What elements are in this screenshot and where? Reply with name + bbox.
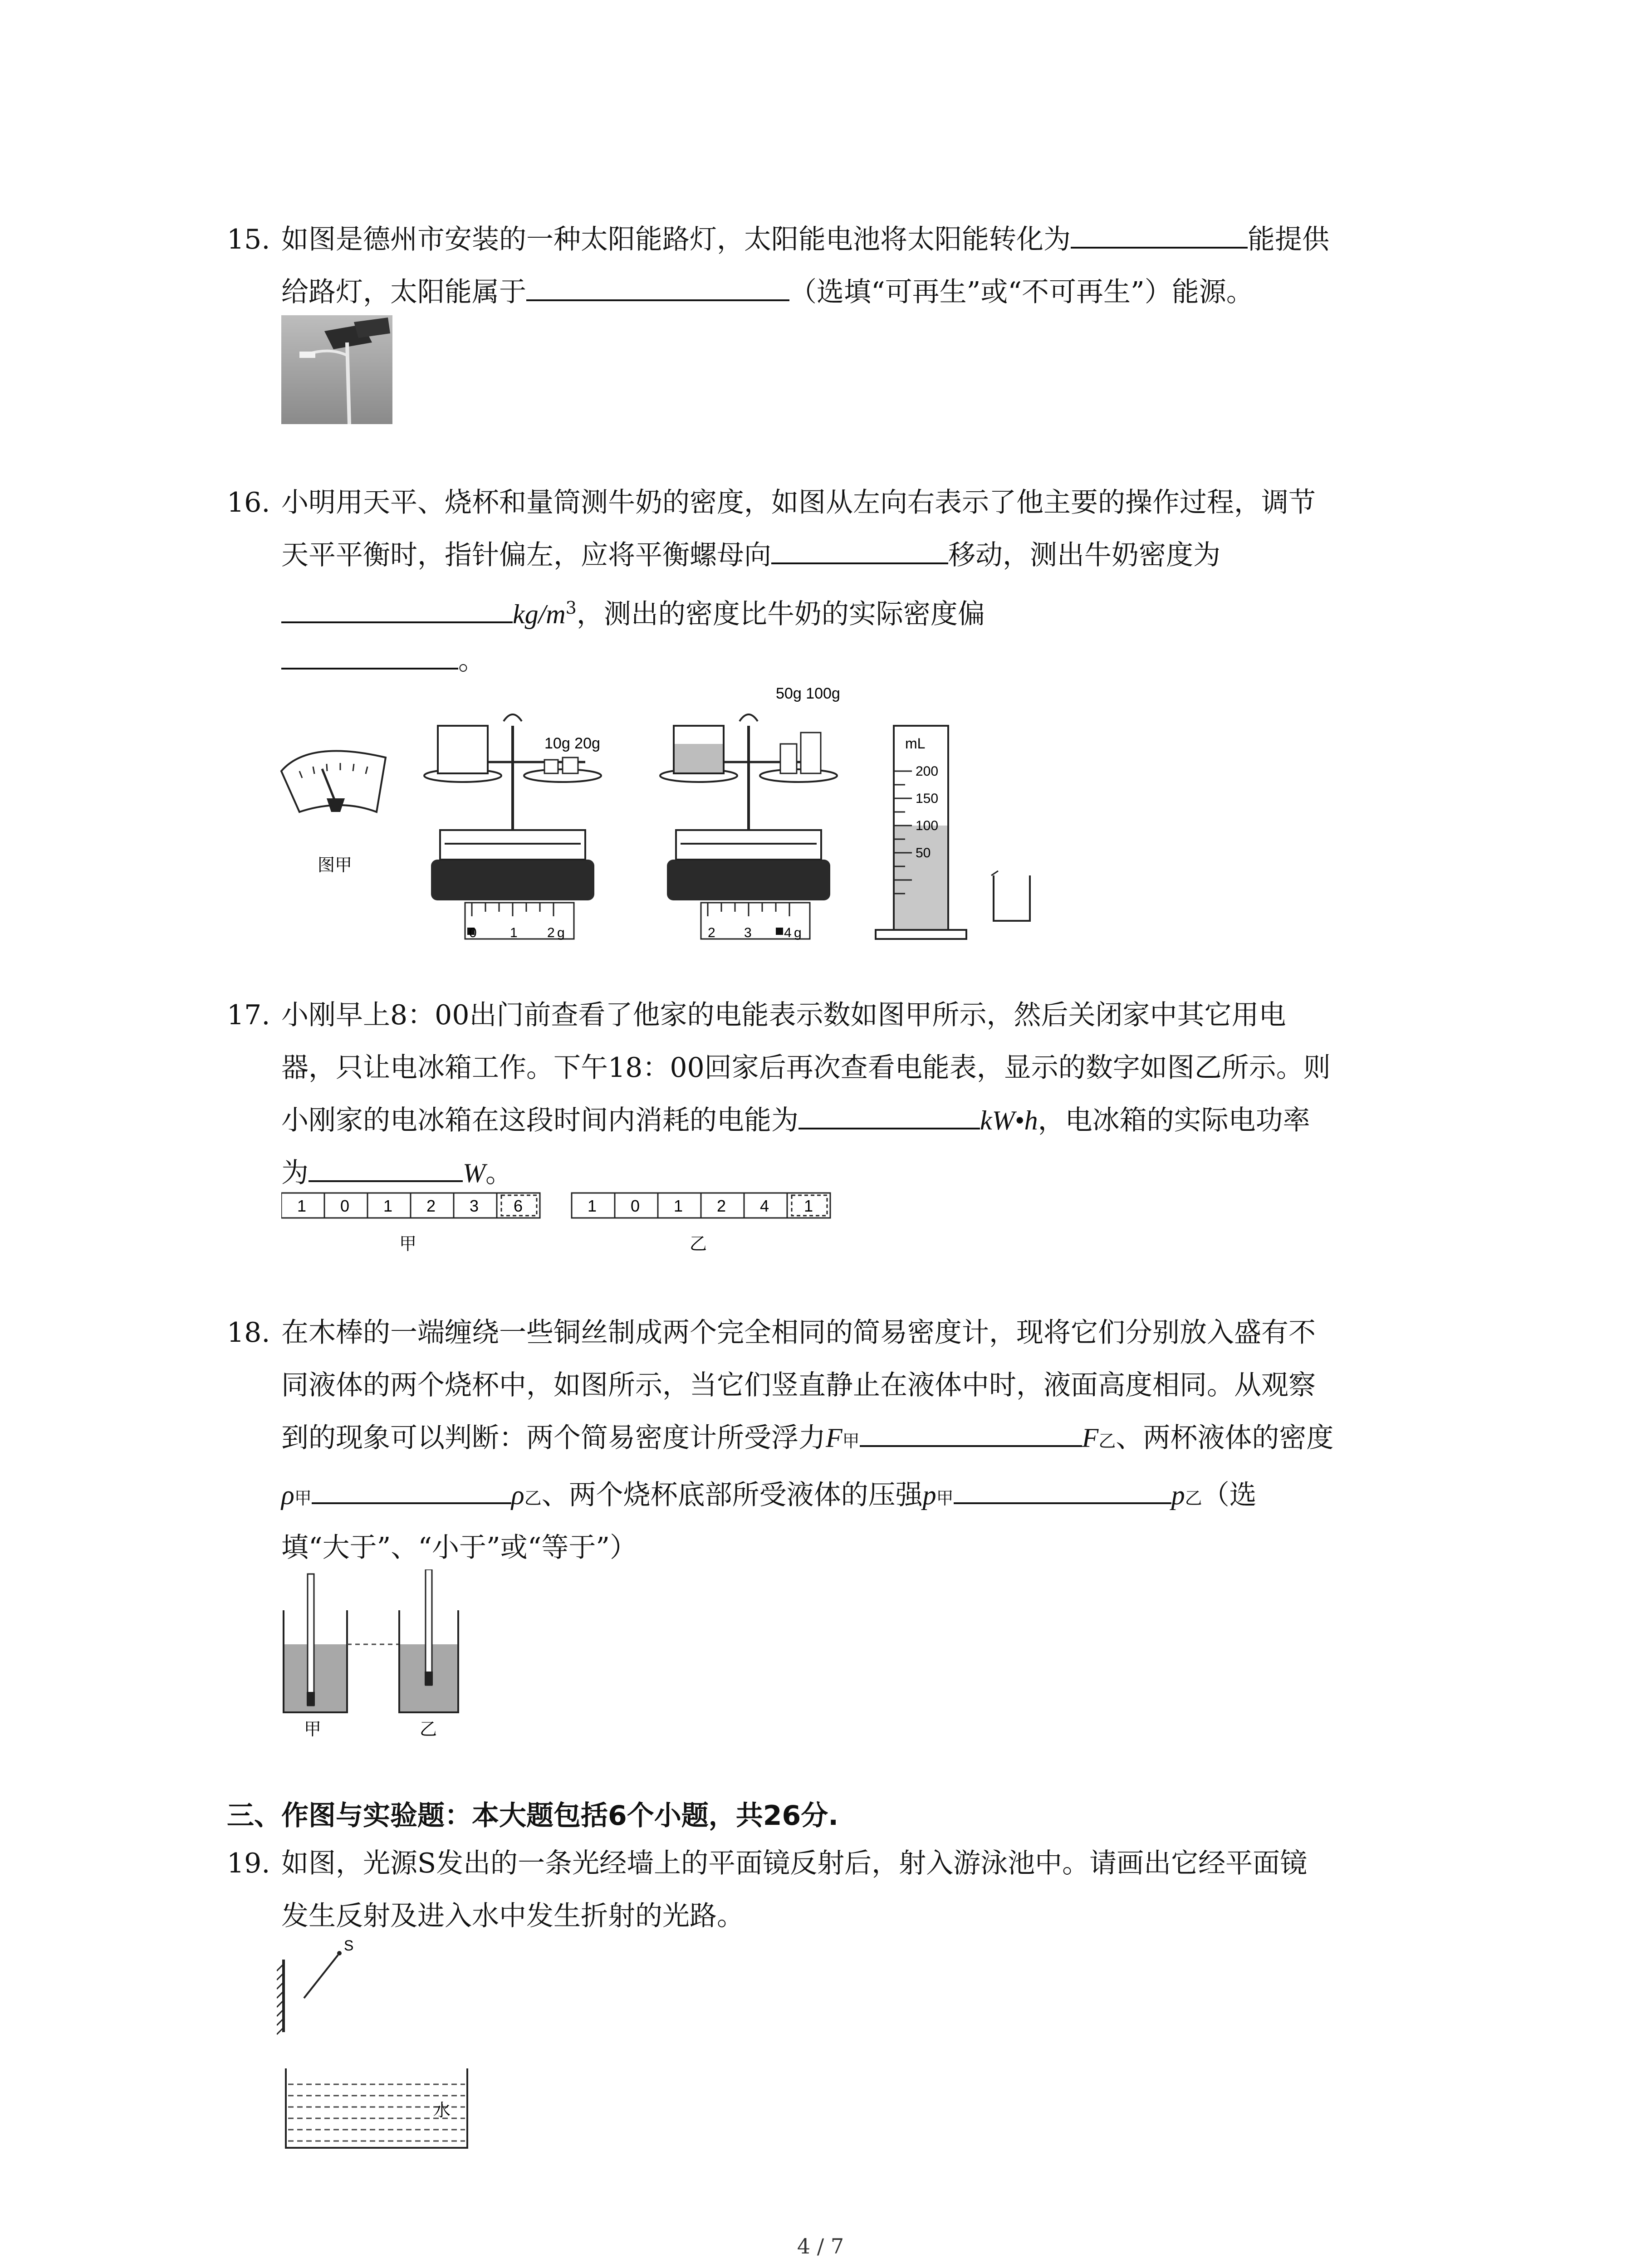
question-text: 、两个烧杯底部所受液体的压强 — [541, 1479, 923, 1511]
question-text: ，测出的密度比牛奶的实际密度偏 — [576, 598, 985, 630]
question-number: 16. — [227, 487, 270, 518]
section-heading: 三、作图与实验题：本大题包括6个小题，共26分. — [227, 1800, 839, 1832]
scale-tick: 1 — [510, 925, 518, 940]
page-number: 4 / 7 — [797, 2234, 844, 2258]
question-text: 发生反射及进入水中发生折射的光路。 — [281, 1900, 744, 1932]
meter-digit: 1 — [383, 1197, 393, 1215]
answer-blank[interactable] — [1071, 242, 1248, 249]
label-water: 水 — [433, 2101, 451, 2120]
cylinder-tick: 50 — [916, 846, 931, 860]
unit-label: kg/m — [513, 599, 566, 629]
beaker-label-yi: 乙 — [420, 1720, 437, 1739]
scale-tick: 2 — [547, 925, 555, 940]
cylinder-tick: 200 — [916, 764, 939, 779]
symbol-p: p — [1171, 1480, 1185, 1510]
question-text: 如图是德州市安装的一种太阳能路灯，太阳能电池将太阳能转化为 — [281, 224, 1071, 255]
meter-jia — [281, 1193, 540, 1254]
unit-label: W — [463, 1158, 485, 1188]
meter-yi — [572, 1193, 830, 1254]
question-number: 17. — [227, 999, 270, 1031]
beaker-label-jia: 甲 — [304, 1720, 322, 1739]
scale-tick: 2 — [708, 925, 715, 940]
question-text: 到的现象可以判断：两个简易密度计所受浮力 — [281, 1422, 826, 1454]
question-text: 小刚早上8：00出门前查看了他家的电能表示数如图甲所示，然后关闭家中其它用电 — [281, 999, 1286, 1031]
subscript: 乙 — [1185, 1488, 1202, 1508]
beaker-jia — [284, 1574, 347, 1739]
meter-digit: 1 — [588, 1197, 597, 1215]
subscript: 乙 — [524, 1488, 542, 1508]
symbol-rho: ρ — [281, 1480, 294, 1510]
question-text: （选填“可再生”或“不可再生”）能源。 — [789, 276, 1254, 308]
question-line — [281, 634, 485, 687]
question-line — [281, 1094, 1310, 1147]
energy-meter-figures — [281, 1191, 844, 1259]
meter-digit: 3 — [470, 1197, 479, 1215]
subscript: 甲 — [294, 1488, 312, 1508]
meter-digit: 1 — [297, 1197, 307, 1215]
scale-tick: 0 — [469, 925, 477, 940]
question-line — [281, 213, 1329, 266]
meter-digit: 2 — [717, 1197, 726, 1215]
scale-tick: 4 — [784, 925, 792, 940]
question-number: 15. — [227, 224, 270, 255]
graduated-cylinder — [876, 726, 966, 939]
empty-beaker — [991, 871, 1030, 921]
symbol-p: p — [922, 1480, 936, 1510]
meter-digit: 0 — [340, 1197, 350, 1215]
symbol-F: F — [826, 1423, 843, 1453]
question-text: 天平平衡时，指针偏左，应将平衡螺母向 — [281, 539, 771, 571]
question-line — [281, 582, 985, 640]
question-text: 小刚家的电冰箱在这段时间内消耗的电能为 — [281, 1105, 798, 1136]
question-text: 。 — [458, 645, 485, 676]
question-line — [281, 1469, 1257, 1525]
answer-blank[interactable] — [771, 558, 948, 564]
unit-label: kW•h — [980, 1105, 1038, 1135]
question-text: 给路灯，太阳能属于 — [281, 276, 526, 308]
balance-scale-1 — [424, 714, 601, 940]
hydrometer-beakers-figure — [277, 1569, 467, 1742]
meter-digit: 2 — [426, 1197, 436, 1215]
question-line — [281, 1412, 1333, 1467]
meter-digit: 0 — [631, 1197, 640, 1215]
beaker-yi — [399, 1569, 458, 1739]
question-line — [281, 266, 1254, 318]
question-text: 、两杯液体的密度 — [1116, 1422, 1334, 1454]
cylinder-tick: 100 — [916, 818, 939, 833]
question-text: 移动，测出牛奶密度为 — [948, 539, 1220, 571]
scale-tick: 3 — [744, 925, 752, 940]
balance-experiment-figure — [272, 680, 1043, 948]
question-number: 18. — [227, 1317, 270, 1349]
answer-blank[interactable] — [281, 663, 458, 670]
scale-tick: g — [794, 925, 802, 940]
symbol-rho: ρ — [511, 1480, 524, 1510]
subscript: 甲 — [936, 1488, 954, 1508]
answer-blank[interactable] — [526, 295, 789, 301]
question-text: 能提供 — [1248, 224, 1329, 255]
question-text: 如图，光源S发出的一条光经墙上的平面镜反射后，射入游泳池中。请画出它经平面镜 — [281, 1848, 1308, 1879]
unit-exponent: 3 — [565, 598, 577, 618]
swimming-pool — [286, 2068, 467, 2148]
question-text: 小明用天平、烧杯和量筒测牛奶的密度，如图从左向右表示了他主要的操作过程，调节 — [281, 487, 1316, 518]
meter-label-jia: 甲 — [399, 1235, 417, 1254]
answer-blank[interactable] — [798, 1123, 980, 1129]
mirror-pool-figure — [277, 1937, 476, 2155]
answer-blank[interactable] — [860, 1441, 1082, 1447]
answer-blank[interactable] — [954, 1498, 1171, 1504]
meter-label-yi: 乙 — [690, 1235, 707, 1254]
subscript: 乙 — [1098, 1431, 1116, 1451]
answer-blank[interactable] — [281, 617, 513, 623]
question-text: 填“大于”、“小于”或“等于”） — [281, 1532, 637, 1564]
solar-street-light-photo — [281, 315, 392, 424]
meter-digit: 6 — [514, 1197, 523, 1215]
balance-scale-2 — [660, 685, 840, 940]
symbol-F: F — [1082, 1423, 1099, 1453]
question-line — [281, 529, 1220, 582]
meter-digit: 1 — [804, 1197, 813, 1215]
subscript: 甲 — [842, 1431, 860, 1451]
question-text: （选 — [1202, 1479, 1257, 1511]
label-s: S — [344, 1937, 354, 1954]
meter-digit: 4 — [760, 1197, 769, 1215]
question-text: 器，只让电冰箱工作。下午18：00回家后再次查看电能表，显示的数字如图乙所示。则 — [281, 1052, 1331, 1084]
cylinder-tick: 150 — [916, 791, 939, 806]
light-ray — [304, 1955, 338, 1998]
question-text: ，电冰箱的实际电功率 — [1038, 1105, 1310, 1136]
question-text: 为 — [281, 1157, 309, 1189]
question-text: 在木棒的一端缠绕一些铜丝制成两个完全相同的简易密度计，现将它们分别放入盛有不 — [281, 1317, 1316, 1349]
answer-blank[interactable] — [309, 1176, 463, 1182]
cylinder-unit: mL — [905, 735, 926, 752]
question-text: 同液体的两个烧杯中，如图所示，当它们竖直静止在液体中时，液面高度相同。从观察 — [281, 1369, 1316, 1401]
weights-label: 10g 20g — [544, 735, 600, 752]
pointer-dial-figure — [281, 751, 386, 875]
meter-digit: 1 — [674, 1197, 683, 1215]
question-text: 。 — [485, 1157, 513, 1189]
light-source — [337, 1951, 342, 1955]
weights-label: 50g 100g — [776, 685, 840, 702]
figure-label-jia: 图甲 — [318, 856, 353, 875]
question-number: 19. — [227, 1848, 270, 1879]
wall-mirror — [277, 1960, 284, 2034]
scale-tick: g — [557, 925, 565, 940]
answer-blank[interactable] — [312, 1498, 511, 1504]
